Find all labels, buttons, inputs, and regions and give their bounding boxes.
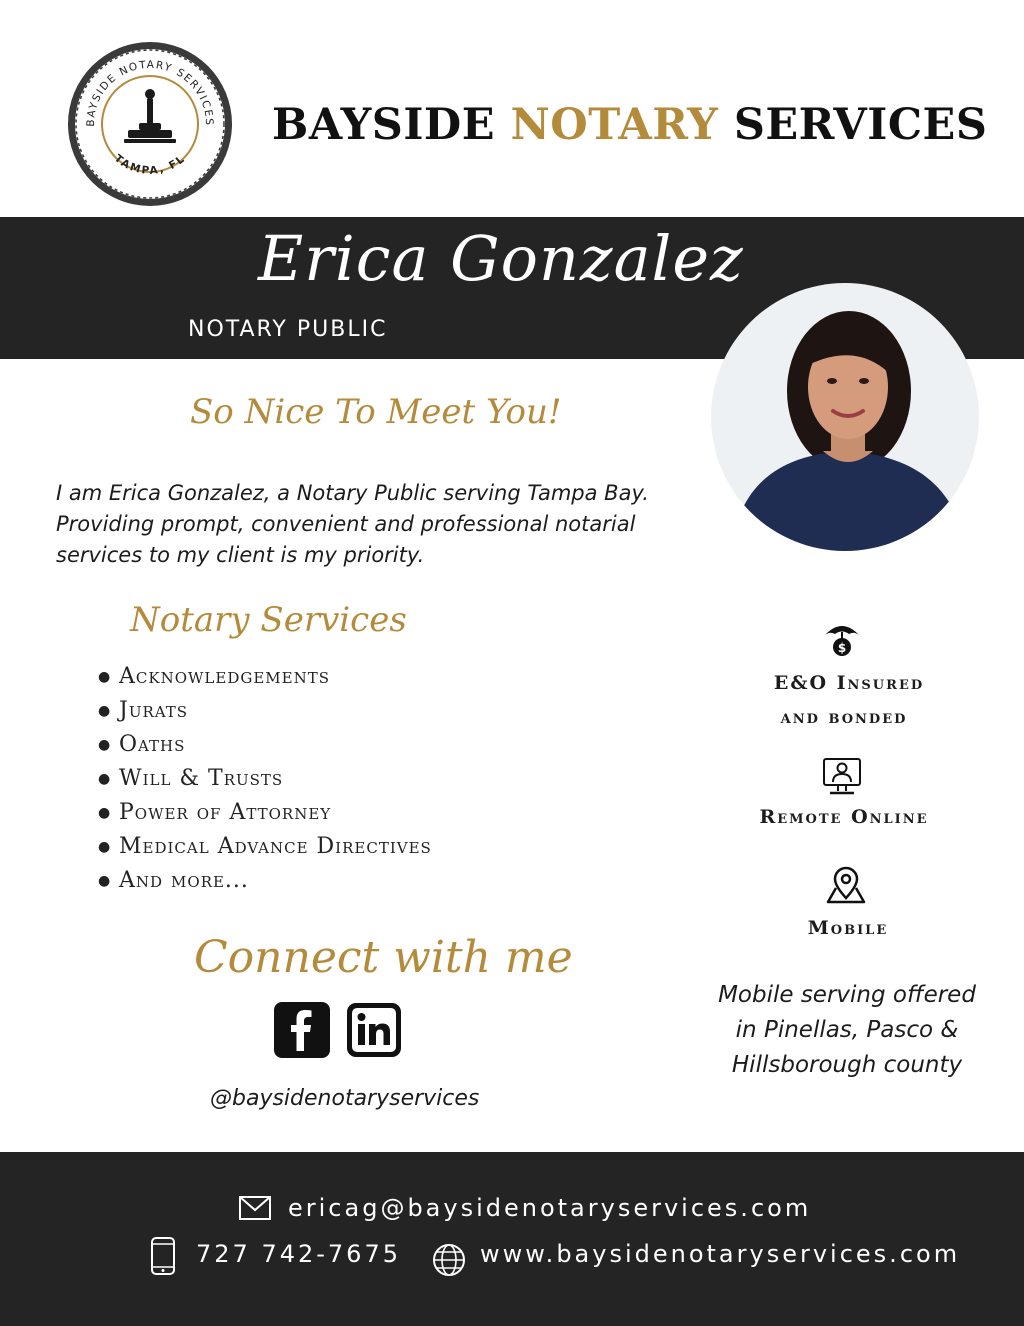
connect-heading: Connect with me — [194, 932, 573, 983]
email-link[interactable]: ericag@baysidenotaryservices.com — [288, 1194, 812, 1222]
facebook-icon[interactable] — [273, 1001, 331, 1059]
company-logo — [66, 40, 234, 208]
map-pin-icon — [826, 866, 866, 906]
services-heading: Notary Services — [130, 600, 407, 640]
social-handle[interactable]: @baysidenotaryservices — [210, 1086, 480, 1111]
intro-text: I am Erica Gonzalez, a Notary Public serving Tampa Bay. Providing prompt, convenient and professional notarial services to my client is my priority. — [56, 481, 649, 567]
phone-icon — [150, 1236, 176, 1276]
mobile-label: Mobile — [807, 917, 889, 939]
brand-accent: NOTARY — [510, 100, 719, 150]
computer-user-icon — [822, 757, 862, 797]
globe-icon — [431, 1242, 467, 1278]
list-item: ● Power of Attorney — [98, 800, 332, 825]
website-link[interactable]: www.baysidenotaryservices.com — [480, 1240, 961, 1268]
insured-label: E&O Insured — [773, 672, 925, 694]
greeting-heading: So Nice To Meet You! — [190, 392, 562, 432]
remote-online-label: Remote Online — [759, 806, 929, 828]
linkedin-icon[interactable] — [345, 1001, 403, 1059]
mail-icon — [238, 1193, 272, 1223]
logo-location-text: TAMPA, FL — [111, 152, 189, 177]
list-item: ● And more... — [98, 868, 249, 893]
list-item: ● Will & Trusts — [98, 766, 284, 791]
notary-title: NOTARY PUBLIC — [188, 317, 388, 342]
svg-text:$: $ — [837, 641, 847, 655]
list-item: ● Oaths — [98, 732, 186, 757]
brand-title: BAYSIDE NOTARY SERVICES — [272, 100, 988, 150]
list-item: ● Acknowledgements — [98, 664, 330, 689]
profile-photo — [711, 283, 979, 551]
list-item: ● Jurats — [98, 698, 189, 723]
list-item: ● Medical Advance Directives — [98, 834, 432, 859]
notary-name: Erica Gonzalez — [258, 222, 744, 295]
logo-ring-text: BAYSIDE NOTARY SERVICES — [84, 58, 216, 127]
phone-number[interactable]: 727 742-7675 — [196, 1240, 401, 1268]
umbrella-dollar-icon — [822, 620, 862, 660]
services-list — [98, 660, 432, 898]
bonded-label: and bonded — [780, 706, 908, 728]
mobile-coverage-note: Mobile serving offered in Pinellas, Pasco & Hillsborough county — [718, 982, 976, 1078]
